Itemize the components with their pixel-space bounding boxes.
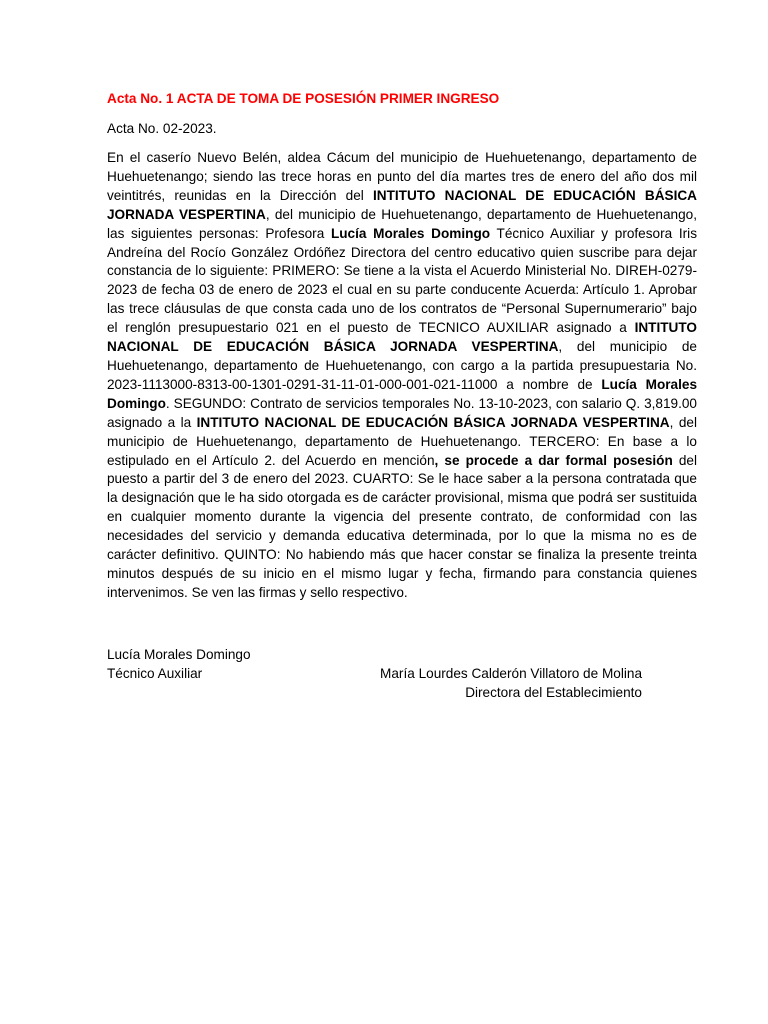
body-paragraph <box>107 149 697 603</box>
body-segment: , del municipio de Huehuetenango, departamento de Huehuetenango. TERCERO: En base a lo estipulado en el Artículo 2. del Acuerdo en mención <box>107 414 697 468</box>
body-segment-bold: Lucía Morales Domingo <box>330 225 491 241</box>
body-segment-bold: INTITUTO NACIONAL DE EDUCACIÓN BÁSICA JORNADA VESPERTINA <box>196 414 670 430</box>
signature-right-name: María Lourdes Calderón Villatoro de Molina <box>380 666 642 681</box>
body-segment-bold: Lucía Morales Domingo <box>107 376 698 411</box>
signature-left-name: Lucía Morales Domingo <box>107 647 251 662</box>
body-segment-bold: INTITUTO NACIONAL DE EDUCACIÓN BÁSICA JORNADA VESPERTINA <box>107 320 697 355</box>
body-segment: , del municipio de Huehuetenango, departamento de Huehuetenango, con cargo a la partida presupuestaria No. 2023-1113000-8313-00-1301-0291-31-11-01-000-001-021-11000 a nombre de <box>107 339 697 392</box>
signature-right-role: Directora del Establecimiento <box>465 685 642 700</box>
body-segment-bold: INTITUTO NACIONAL DE EDUCACIÓN BÁSICA JORNADA VESPERTINA <box>107 187 697 222</box>
signature-left-role: Técnico Auxiliar <box>107 666 203 681</box>
body-segment-bold: , se procede a dar formal posesión <box>434 452 673 468</box>
body-segment: . SEGUNDO: Contrato de servicios temporales No. 13-10-2023, con salario Q. 3,819.00 asignado a la <box>107 395 697 430</box>
document-page <box>107 0 697 1024</box>
body-segment: En el caserío Nuevo Belén, aldea Cácum del municipio de Huehuetenango, departamento de Huehuetenango; siendo las trece horas en punto del día martes tres de enero del año dos mil veintitrés, reunidas en la Dirección del <box>107 150 697 203</box>
body-segment: , del municipio de Huehuetenango, departamento de Huehuetenango, las siguientes personas: Profesora <box>107 206 698 241</box>
body-segment: Técnico Auxiliar y profesora Iris Andreína del Rocío González Ordóñez Directora del centro educativo quien suscribe para dejar constancia de lo siguiente: PRIMERO: Se tiene a la vista el Acuerdo Ministerial No. DIREH-0279-2023 de fecha 03 de enero de 2023 el cual en su parte conducente Acuerda: Artículo 1. Aprobar las trece cláusulas de que consta cada uno de los contratos de “Personal Supernumerario” bajo el renglón presupuestario 021 en el puesto de TECNICO AUXILIAR asignado a <box>107 225 697 336</box>
body-segment: del puesto a partir del 3 de enero del 2023. CUARTO: Se le hace saber a la persona contratada que la designación que le ha sido otorgada es de carácter provisional, misma que podrá ser sustituida en cualquier momento durante la vigencia del presente contrato, de conformidad con las necesidades del servicio y demanda educativa determinada, por lo que la misma no es de carácter definitivo. QUINTO: No habiendo más que hacer constar se finaliza la presente treinta minutos después de su inicio en el mismo lugar y fecha, firmando para constancia quienes intervenimos. Se ven las firmas y sello respectivo. <box>107 452 697 600</box>
document-title: Acta No. 1 ACTA DE TOMA DE POSESIÓN PRIMER INGRESO <box>107 91 500 106</box>
acta-number: Acta No. 02-2023. <box>107 121 217 136</box>
